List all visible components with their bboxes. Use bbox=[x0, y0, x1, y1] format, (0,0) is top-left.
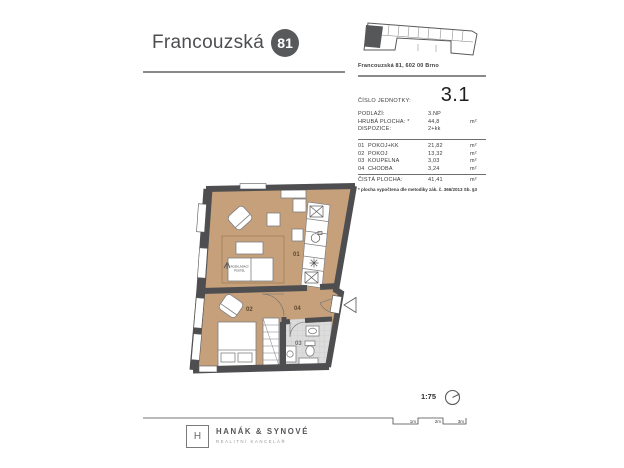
info-row-layout bbox=[358, 126, 486, 132]
unit-number-label: ČÍSLO JEDNOTKY: bbox=[358, 98, 412, 104]
address-caption: Francouzská 81, 602 00 Brno bbox=[358, 63, 439, 69]
table-icon bbox=[236, 242, 263, 254]
bed-label-line1: ROZKLÁDACÍ bbox=[230, 264, 249, 269]
info-value: 44,8 bbox=[428, 118, 440, 125]
room-num: 02 bbox=[358, 150, 365, 157]
room-num: 03 bbox=[358, 158, 365, 164]
agency-logo: H bbox=[186, 425, 209, 448]
total-unit: m² bbox=[470, 177, 477, 183]
room-num: 04 bbox=[358, 165, 365, 172]
window-icon bbox=[199, 366, 217, 372]
room-name: KOUPELNA bbox=[368, 158, 400, 164]
header-divider-right bbox=[358, 75, 486, 77]
toilet-icon bbox=[305, 341, 315, 356]
room-area: 13,32 bbox=[428, 150, 443, 157]
table-icon bbox=[293, 199, 306, 212]
total-area: 41,41 bbox=[428, 177, 443, 183]
north-indicator-icon bbox=[443, 389, 463, 407]
window-icon bbox=[197, 204, 207, 232]
table-divider-top bbox=[358, 139, 486, 140]
room-unit: m² bbox=[470, 143, 477, 149]
agency-name: HANÁK & SYNOVÉ bbox=[216, 427, 310, 436]
table-icon bbox=[281, 190, 306, 198]
room-label-02: 02 bbox=[246, 307, 253, 313]
info-unit: m² bbox=[470, 118, 477, 125]
agency-block bbox=[216, 427, 309, 444]
brand-number-badge: 81 bbox=[271, 29, 299, 57]
unit-number-row bbox=[358, 84, 486, 107]
room-label-01: 01 bbox=[293, 252, 300, 258]
table-icon bbox=[267, 213, 280, 226]
info-value: 2+kk bbox=[428, 126, 441, 132]
info-unit bbox=[470, 111, 486, 117]
room-area: 3,24 bbox=[428, 165, 440, 172]
window-icon bbox=[240, 184, 266, 190]
info-row-floor bbox=[358, 111, 486, 117]
info-unit bbox=[470, 126, 486, 132]
room-name: POKOJ+KK bbox=[368, 143, 399, 149]
scale-label: 1:75 bbox=[421, 392, 437, 401]
table-row bbox=[358, 151, 486, 157]
info-label: PODLAŽÍ: bbox=[358, 111, 385, 117]
site-plan-thumbnail bbox=[358, 14, 488, 64]
room-area: 3,03 bbox=[428, 158, 440, 164]
bed-label-line2: POSTEL bbox=[233, 268, 246, 273]
info-label: DISPOZICE: bbox=[358, 126, 392, 132]
scalebar-label-2m: 2m bbox=[434, 418, 441, 424]
unit-number-value: 3.1 bbox=[440, 84, 470, 106]
entrance-arrow-icon bbox=[344, 298, 356, 313]
room-num: 01 bbox=[358, 143, 365, 149]
room-name: CHODBA bbox=[368, 165, 393, 172]
info-label: HRUBÁ PLOCHA: * bbox=[358, 118, 410, 125]
hob-icon bbox=[310, 259, 319, 268]
table-icon bbox=[292, 229, 303, 241]
sink-icon bbox=[306, 326, 319, 336]
room-label-03: 03 bbox=[295, 341, 302, 347]
room-name: POKOJ bbox=[368, 150, 388, 157]
scalebar-label-3m: 3m bbox=[457, 418, 464, 424]
table-row bbox=[358, 158, 486, 164]
info-row-gross-area bbox=[358, 119, 486, 125]
brand-name: Francouzská bbox=[152, 32, 265, 53]
header-divider-left bbox=[143, 71, 345, 73]
room-unit: m² bbox=[470, 158, 477, 164]
agency-tagline: REALITNÍ KANCELÁŘ bbox=[216, 438, 287, 444]
info-value: 3.NP bbox=[428, 111, 442, 117]
double-bed-icon bbox=[218, 322, 256, 367]
wardrobe-icon bbox=[263, 318, 279, 366]
area-footnote: * plocha vypočtena dle metodiky zák. č. 366/2013 Sb. §3 bbox=[358, 187, 478, 192]
window-icon bbox=[197, 248, 207, 278]
scalebar-label-1m: 1m bbox=[409, 418, 416, 424]
room-unit: m² bbox=[470, 150, 477, 157]
room-area: 21,82 bbox=[428, 143, 443, 149]
total-label: ČISTÁ PLOCHA: bbox=[358, 177, 403, 183]
room-label-04: 04 bbox=[294, 306, 301, 312]
table-row bbox=[358, 143, 486, 149]
brand-logo bbox=[152, 29, 299, 57]
site-highlighted-unit bbox=[364, 25, 383, 48]
room-unit: m² bbox=[470, 165, 477, 172]
